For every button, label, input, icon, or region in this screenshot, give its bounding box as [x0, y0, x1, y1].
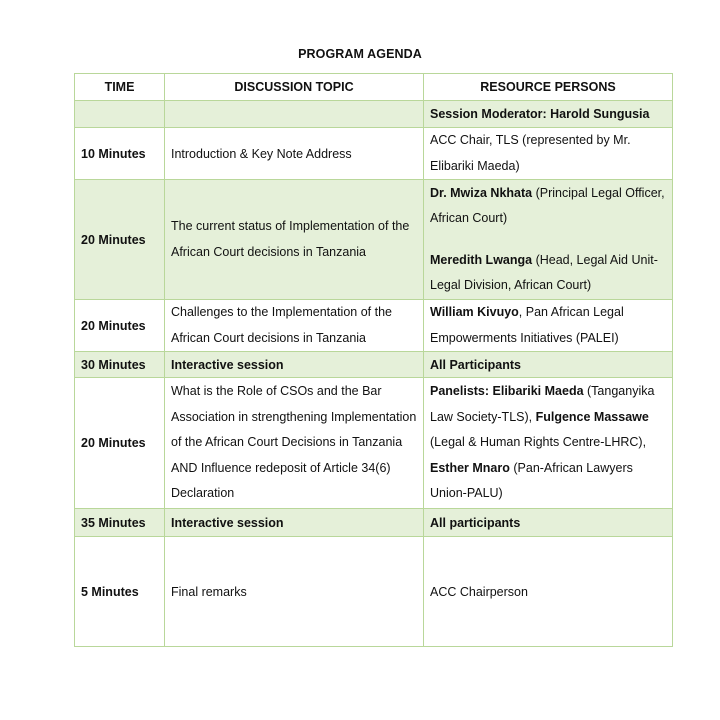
person-entry — [430, 248, 666, 299]
person-name: Dr. Mwiza Nkhata — [430, 185, 533, 200]
table-row — [75, 537, 673, 647]
moderator-cell: Session Moderator: Harold Sungusia — [424, 101, 673, 128]
person-detail: (Tanganyika Law Society-TLS), — [430, 384, 655, 424]
table-header-row — [75, 74, 673, 101]
table-row — [75, 378, 673, 509]
time-cell: 20 Minutes — [75, 378, 165, 509]
person-name: Esther Mnaro — [430, 460, 510, 475]
time-cell: 10 Minutes — [75, 128, 165, 180]
topic-cell: What is the Role of CSOs and the Bar Association in strengthening Implementation of the African Court Decisions in Tanzania AND Influence redeposit of Article 34(6) Declaration — [165, 378, 424, 509]
persons-cell — [424, 300, 673, 352]
column-header-time: TIME — [75, 74, 165, 101]
topic-cell: Final remarks — [165, 537, 424, 647]
column-header-persons: RESOURCE PERSONS — [424, 74, 673, 101]
person-entry — [430, 181, 666, 232]
persons-cell: ACC Chair, TLS (represented by Mr. Elibariki Maeda) — [424, 128, 673, 180]
column-header-topic: DISCUSSION TOPIC — [165, 74, 424, 101]
topic-cell: Challenges to the Implementation of the African Court decisions in Tanzania — [165, 300, 424, 352]
time-cell: 20 Minutes — [75, 300, 165, 352]
persons-cell — [424, 378, 673, 509]
time-cell: 35 Minutes — [75, 509, 165, 537]
person-detail: (Head, Legal Aid Unit-Legal Division, African Court) — [430, 252, 658, 292]
person-detail: (Legal & Human Rights Centre-LHRC), — [430, 435, 647, 450]
person-name: Meredith Lwanga — [430, 252, 533, 267]
person-detail: (Pan-African Lawyers Union-PALU) — [430, 460, 633, 501]
person-name: Fulgence Massawe — [535, 409, 649, 424]
person-name: William Kivuyo — [430, 305, 519, 319]
table-row — [75, 300, 673, 352]
persons-cell: All participants — [424, 509, 673, 537]
time-cell: 20 Minutes — [75, 180, 165, 300]
time-cell: 30 Minutes — [75, 352, 165, 378]
table-row-moderator — [75, 101, 673, 128]
agenda-table — [74, 73, 673, 647]
topic-cell: The current status of Implementation of the African Court decisions in Tanzania — [165, 180, 424, 300]
table-row — [75, 128, 673, 180]
topic-cell: Interactive session — [165, 509, 424, 537]
time-cell — [75, 101, 165, 128]
table-row — [75, 180, 673, 300]
persons-cell — [424, 180, 673, 300]
topic-cell: Interactive session — [165, 352, 424, 378]
person-detail: (Principal Legal Officer, African Court) — [430, 185, 665, 225]
persons-cell: ACC Chairperson — [424, 537, 673, 647]
table-row — [75, 352, 673, 378]
time-cell: 5 Minutes — [75, 537, 165, 647]
table-row — [75, 509, 673, 537]
person-name: Panelists: Elibariki Maeda — [430, 384, 584, 399]
person-detail: , Pan African Legal Empowerments Initiatives (PALEI) — [430, 305, 624, 345]
page-title: PROGRAM AGENDA — [298, 47, 422, 61]
topic-cell — [165, 101, 424, 128]
topic-cell: Introduction & Key Note Address — [165, 128, 424, 180]
persons-cell: All Participants — [424, 352, 673, 378]
